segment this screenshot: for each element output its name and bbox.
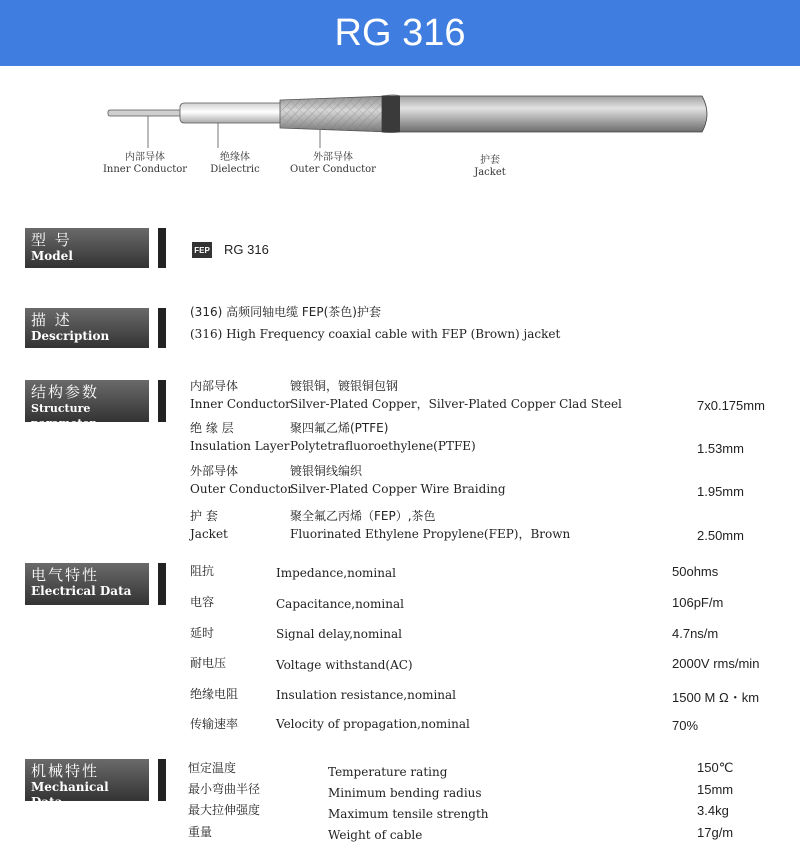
mechanical-name-en: Maximum tensile strength [328,807,489,821]
mechanical-value: 150℃ [697,760,734,775]
structure-value: 7x0.175mm [697,398,765,413]
electrical-value: 106pF/m [672,595,724,610]
structure-name-zh: 外部导体 [190,464,239,478]
electrical-value: 70% [672,718,699,733]
description-zh: (316) 高频同轴电缆 FEP(茶色)护套 [190,305,381,319]
page-title: RG 316 [0,0,800,66]
electrical-name-zh: 传输速率 [190,717,239,731]
electrical-name-zh: 阻抗 [190,564,215,578]
electrical-name-en: Voltage withstand(AC) [276,658,413,672]
section-label-model: 型 号 Model [25,228,158,268]
structure-desc-en: Silver-Plated Copper，Silver-Plated Copper Clad Steel [290,397,622,411]
electrical-value: 4.7ns/m [672,626,719,641]
electrical-value: 50ohms [672,564,719,579]
model-value: RG 316 [224,242,269,257]
electrical-value: 2000V rms/min [672,656,760,671]
structure-desc-en: Fluorinated Ethylene Propylene(FEP)，Brown [290,527,571,541]
structure-name-en: Outer Conductor [190,482,294,496]
structure-value: 1.95mm [697,484,744,499]
structure-name-en: Inner Conductor [190,397,291,411]
cable-label-inner-conductor: 内部导体 Inner Conductor [102,152,188,175]
mechanical-value: 3.4kg [697,803,729,818]
structure-value: 2.50mm [697,528,744,543]
mechanical-name-zh: 最小弯曲半径 [188,782,261,796]
structure-name-en: Insulation Layer [190,439,290,453]
mechanical-name-zh: 恒定温度 [188,761,237,775]
electrical-name-en: Insulation resistance,nominal [276,688,456,702]
mechanical-name-zh: 重量 [188,825,213,839]
cable-label-outer-conductor: 外部导体 Outer Conductor [290,152,376,175]
electrical-name-en: Impedance,nominal [276,566,396,580]
mechanical-name-zh: 最大拉伸强度 [188,803,261,817]
mechanical-name-en: Temperature rating [328,765,448,779]
section-label-description: 描 述 Description [25,308,158,348]
fep-badge: FEP [192,242,212,258]
section-label-structure: 结构参数 Structure parameter [25,380,158,422]
mechanical-name-en: Minimum bending radius [328,786,482,800]
electrical-name-zh: 延时 [190,626,215,640]
electrical-value: 1500 M Ω・km [672,690,760,705]
structure-desc-zh: 聚全氟乙丙烯（FEP）,茶色 [290,509,436,523]
structure-name-zh: 内部导体 [190,379,239,393]
electrical-name-en: Capacitance,nominal [276,597,404,611]
description-en: (316) High Frequency coaxial cable with FEP (Brown) jacket [190,327,561,341]
mechanical-value: 15mm [697,782,734,797]
dielectric-shape [180,103,290,123]
electrical-name-zh: 电容 [190,595,215,609]
structure-desc-zh: 聚四氟乙烯(PTFE) [290,421,389,435]
electrical-name-zh: 绝缘电阻 [190,687,239,701]
structure-name-en: Jacket [190,527,228,541]
inner-conductor-shape [108,110,188,116]
structure-name-zh: 护 套 [190,509,218,523]
mechanical-value: 17g/m [697,825,734,840]
cable-diagram [100,88,720,148]
structure-value: 1.53mm [697,441,744,456]
mechanical-name-en: Weight of cable [328,828,423,842]
electrical-name-en: Signal delay,nominal [276,627,402,641]
cable-label-dielectric: 绝缘体 Dielectric [210,152,260,175]
section-label-electrical: 电气特性 Electrical Data [25,563,158,605]
jacket-shape [382,95,707,133]
cable-label-jacket: 护套 Jacket [474,155,506,178]
outer-conductor-shape [280,96,390,132]
structure-desc-en: Silver-Plated Copper Wire Braiding [290,482,506,496]
structure-desc-zh: 镀银铜，镀银铜包钢 [290,379,399,393]
section-label-mechanical: 机械特性 Mechanical Data [25,759,158,801]
structure-name-zh: 绝 缘 层 [190,421,234,435]
electrical-name-en: Velocity of propagation,nominal [276,717,470,731]
electrical-name-zh: 耐电压 [190,656,227,670]
structure-desc-zh: 镀银铜线编织 [290,464,363,478]
structure-desc-en: Polytetrafluoroethylene(PTFE) [290,439,476,453]
